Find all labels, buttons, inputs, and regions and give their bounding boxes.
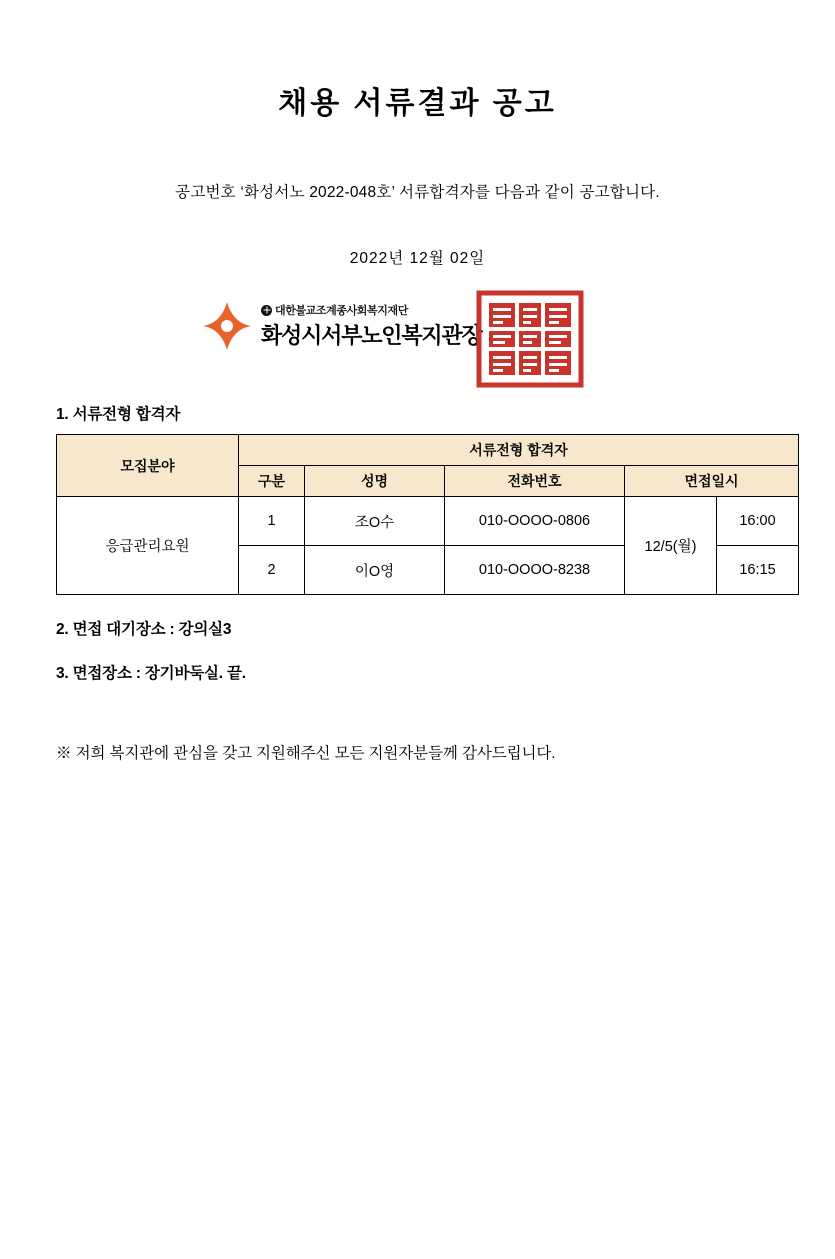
foundation-name: 대한불교조계종사회복지재단 [275,305,408,317]
organization-name: 화성시서부노인복지관장 [261,323,482,348]
foundation-logo-icon [201,300,253,352]
section-item-2: 2. 면접 대기장소 : 강의실3 [56,621,232,638]
footer-note: ※ 저희 복지관에 관심을 갖고 지원해주신 모든 지원자분들께 감사드립니다. [56,745,556,762]
table-header-row-1 [57,435,799,466]
cell-time: 16:15 [717,546,799,595]
section-heading-1: 1. 서류전형 합격자 [56,406,181,423]
cell-phone: 010-OOOO-8238 [445,546,625,595]
header-schedule: 면접일시 [625,466,799,497]
table-row [57,497,799,546]
dharma-wheel-icon [261,305,272,316]
organization-block [56,298,779,394]
announcement-date: 2022년 12월 02일 [349,250,486,267]
cell-no: 1 [239,497,305,546]
foundation-name-row [261,302,482,318]
header-phone: 전화번호 [445,466,625,497]
cell-time: 16:00 [717,497,799,546]
cell-field-value: 응급관리요원 [57,497,239,595]
cell-name: 조O수 [305,497,445,546]
header-name: 성명 [305,466,445,497]
page-title: 채용 서류결과 공고 [278,87,557,120]
cell-name: 이O영 [305,546,445,595]
notice-number-line: 공고번호 ‘화성서노 2022-048호’ 서류합격자를 다음과 같이 공고합니다. [175,184,660,201]
organization-identity [201,300,482,352]
section-item-3: 3. 면접장소 : 장기바둑실. 끝. [56,665,246,682]
official-seal-icon [476,290,584,388]
cell-phone: 010-OOOO-0806 [445,497,625,546]
header-field: 모집분야 [57,435,239,497]
document-page [0,78,835,1259]
organization-text [261,302,482,350]
cell-no: 2 [239,546,305,595]
header-no: 구분 [239,466,305,497]
results-table [56,434,799,595]
header-group: 서류전형 합격자 [239,435,799,466]
cell-interview-date: 12/5(월) [625,497,717,595]
